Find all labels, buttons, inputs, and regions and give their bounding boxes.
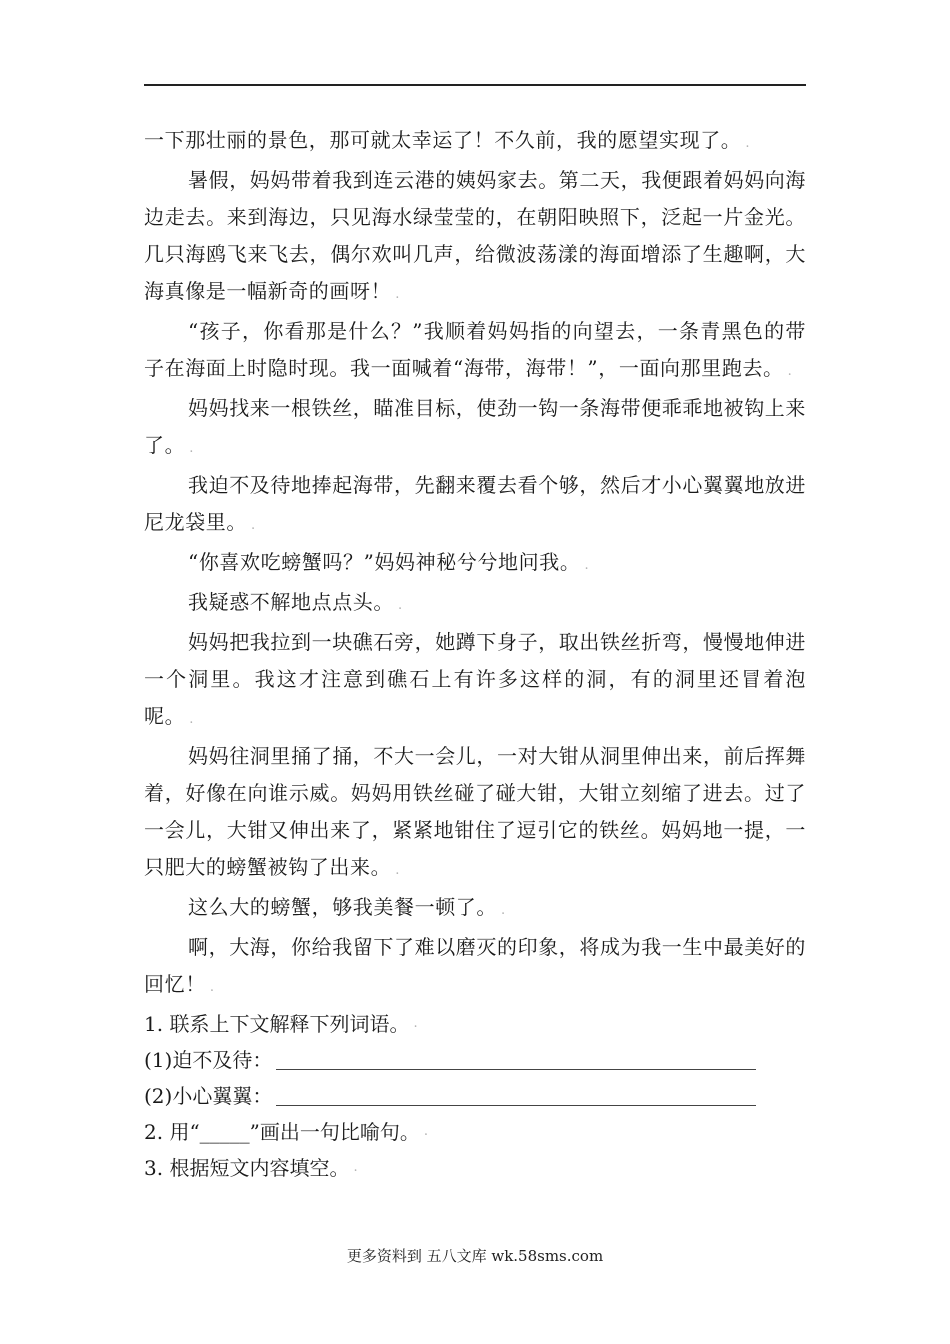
paragraph-3: “孩子，你看那是什么？”我顺着妈妈指的向望去，一条青黑色的带子在海面上时隐时现。我一面喊着“海带，海带！”，一面向那里跑去。 . bbox=[144, 319, 806, 380]
paragraph-7: 我疑惑不解地点点头。 . bbox=[188, 590, 403, 614]
paragraph-mark: . bbox=[353, 1160, 358, 1175]
paragraph-mark: . bbox=[745, 136, 751, 151]
question-2: 2. 用“_____”画出一句比喻句。 . bbox=[144, 1114, 806, 1150]
paragraph-mark: . bbox=[398, 598, 403, 613]
paragraph-mark: . bbox=[584, 558, 590, 573]
answer-blank-1a[interactable] bbox=[276, 1047, 756, 1070]
question-3: 3. 根据短文内容填空。 . bbox=[144, 1150, 806, 1186]
paragraph-11: 啊，大海，你给我留下了难以磨灭的印象，将成为我一生中最美好的回忆！ . bbox=[144, 935, 806, 996]
answer-blank-1b[interactable] bbox=[276, 1083, 756, 1106]
paragraph-mark: . bbox=[395, 863, 400, 878]
paragraph-8: 妈妈把我拉到一块礁石旁，她蹲下身子，取出铁丝折弯，慢慢地伸进一个洞里。我这才注意到礁石上有许多这样的洞，有的洞里还冒着泡呢。 . bbox=[144, 630, 806, 728]
paragraph-mark: . bbox=[501, 903, 506, 918]
paragraph-4: 妈妈找来一根铁丝，瞄准目标，使劲一钩一条海带便乖乖地被钩上来了。 . bbox=[144, 396, 806, 457]
paragraph-mark: . bbox=[395, 287, 400, 302]
document-body bbox=[144, 122, 806, 1186]
paragraph-mark: . bbox=[189, 712, 194, 727]
paragraph-1: 一下那壮丽的景色，那可就太幸运了！不久前，我的愿望实现了。 . bbox=[144, 128, 751, 152]
header-rule bbox=[144, 84, 806, 86]
page-footer: 更多资料到 五八文库 wk.58sms.com bbox=[346, 1247, 604, 1265]
paragraph-mark: . bbox=[189, 441, 194, 456]
paragraph-10: 这么大的螃蟹，够我美餐一顿了。 . bbox=[188, 895, 506, 919]
paragraph-mark: . bbox=[423, 1124, 429, 1139]
paragraph-2: 暑假，妈妈带着我到连云港的姨妈家去。第二天，我便跟着妈妈向海边走去。来到海边，只见海水绿莹莹的，在朝阳映照下，泛起一片金光。几只海鸥飞来飞去，偶尔欢叫几声，给微波荡漾的海面增添了生趣啊，大海真像是一幅新奇的画呀！ . bbox=[144, 168, 806, 303]
paragraph-6: “你喜欢吃螃蟹吗？”妈妈神秘兮兮地问我。 . bbox=[188, 550, 590, 574]
paragraph-mark: . bbox=[251, 518, 256, 533]
paragraph-mark: . bbox=[787, 364, 793, 379]
paragraph-9: 妈妈往洞里捅了捅，不大一会儿，一对大钳从洞里伸出来，前后挥舞着，好像在向谁示威。妈妈用铁丝碰了碰大钳，大钳立刻缩了进去。过了一会儿，大钳又伸出来了，紧紧地钳住了逗引它的铁丝。妈妈地一提，一只肥大的螃蟹被钩了出来。 . bbox=[144, 744, 806, 879]
paragraph-5: 我迫不及待地捧起海带，先翻来覆去看个够，然后才小心翼翼地放进尼龙袋里。 . bbox=[144, 473, 806, 534]
paragraph-mark: . bbox=[413, 1016, 418, 1031]
question-1b: (2)小心翼翼： bbox=[144, 1078, 806, 1114]
question-1a: (1)迫不及待： bbox=[144, 1042, 806, 1078]
question-1: 1. 联系上下文解释下列词语。 . bbox=[144, 1006, 806, 1042]
paragraph-mark: . bbox=[209, 980, 215, 995]
